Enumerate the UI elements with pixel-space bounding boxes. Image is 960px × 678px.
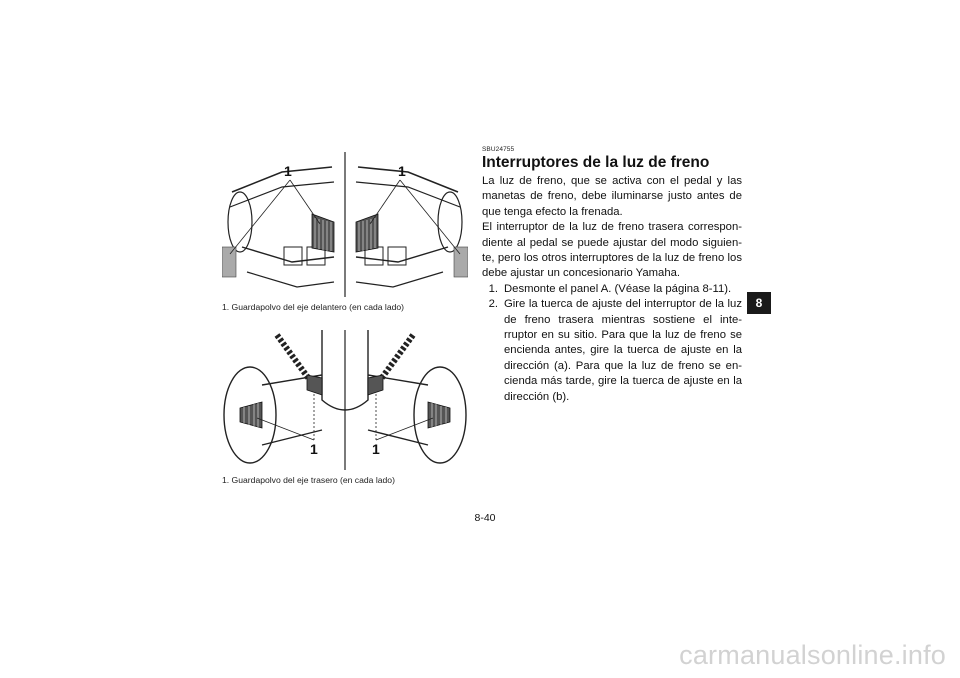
rear-figure-caption: 1. Guardapolvo del eje trasero (en cada lado) [222,475,395,485]
section-code: SBU24755 [482,146,515,153]
paragraph-adjustment: El interruptor de la luz de freno trasera correspon-diente al pedal se puede ajustar del modo siguien-te, pero los otros interruptores de la luz de freno los debe ajustar un concesionario Yamaha. [482,221,742,280]
rear-callout-left: 1 [310,441,318,457]
step-text: Gire la tuerca de ajuste del interruptor de la luz de freno trasera mientras sostiene el inte-rruptor en su sitio. Para que la luz de freno se encienda antes, gire la tuerca de ajuste en la dirección (a). Para que la luz de freno se en-cienda más tarde, gire la tuerca de ajuste en la dirección (b). [504,298,742,403]
step-number: 1. [488,282,498,295]
front-boot-right [356,214,378,252]
procedure-steps [482,282,742,405]
front-callout-right: 1 [398,163,406,179]
step-text: Desmonte el panel A. (Véase la página 8-11). [504,282,732,295]
paragraph-intro: La luz de freno, que se activa con el pedal y las manetas de freno, debe iluminarse justo antes de que tenga efecto la frenada. [482,175,742,218]
front-figure-caption: 1. Guardapolvo del eje delantero (en cada lado) [222,302,405,312]
front-axle-drawing [222,152,468,297]
watermark: carmanualsonline.info [679,640,946,670]
front-callout-left: 1 [284,163,292,179]
page-number: 8-40 [474,512,496,524]
section-title: Interruptores de la luz de freno [482,154,710,171]
rear-axle-drawing [222,330,468,470]
front-boot-left [312,214,334,252]
rear-callout-right: 1 [372,441,380,457]
rear-boot-left [240,375,322,428]
procedure-step [482,282,742,297]
section-brake-light-switches [482,146,742,405]
front-axle-boot-illustration [222,152,468,297]
rear-axle-boot-illustration [222,330,468,470]
chapter-tab: 8 [747,292,771,314]
step-number: 2. [488,298,498,311]
rear-boot-right [368,375,450,428]
procedure-step [482,297,742,405]
